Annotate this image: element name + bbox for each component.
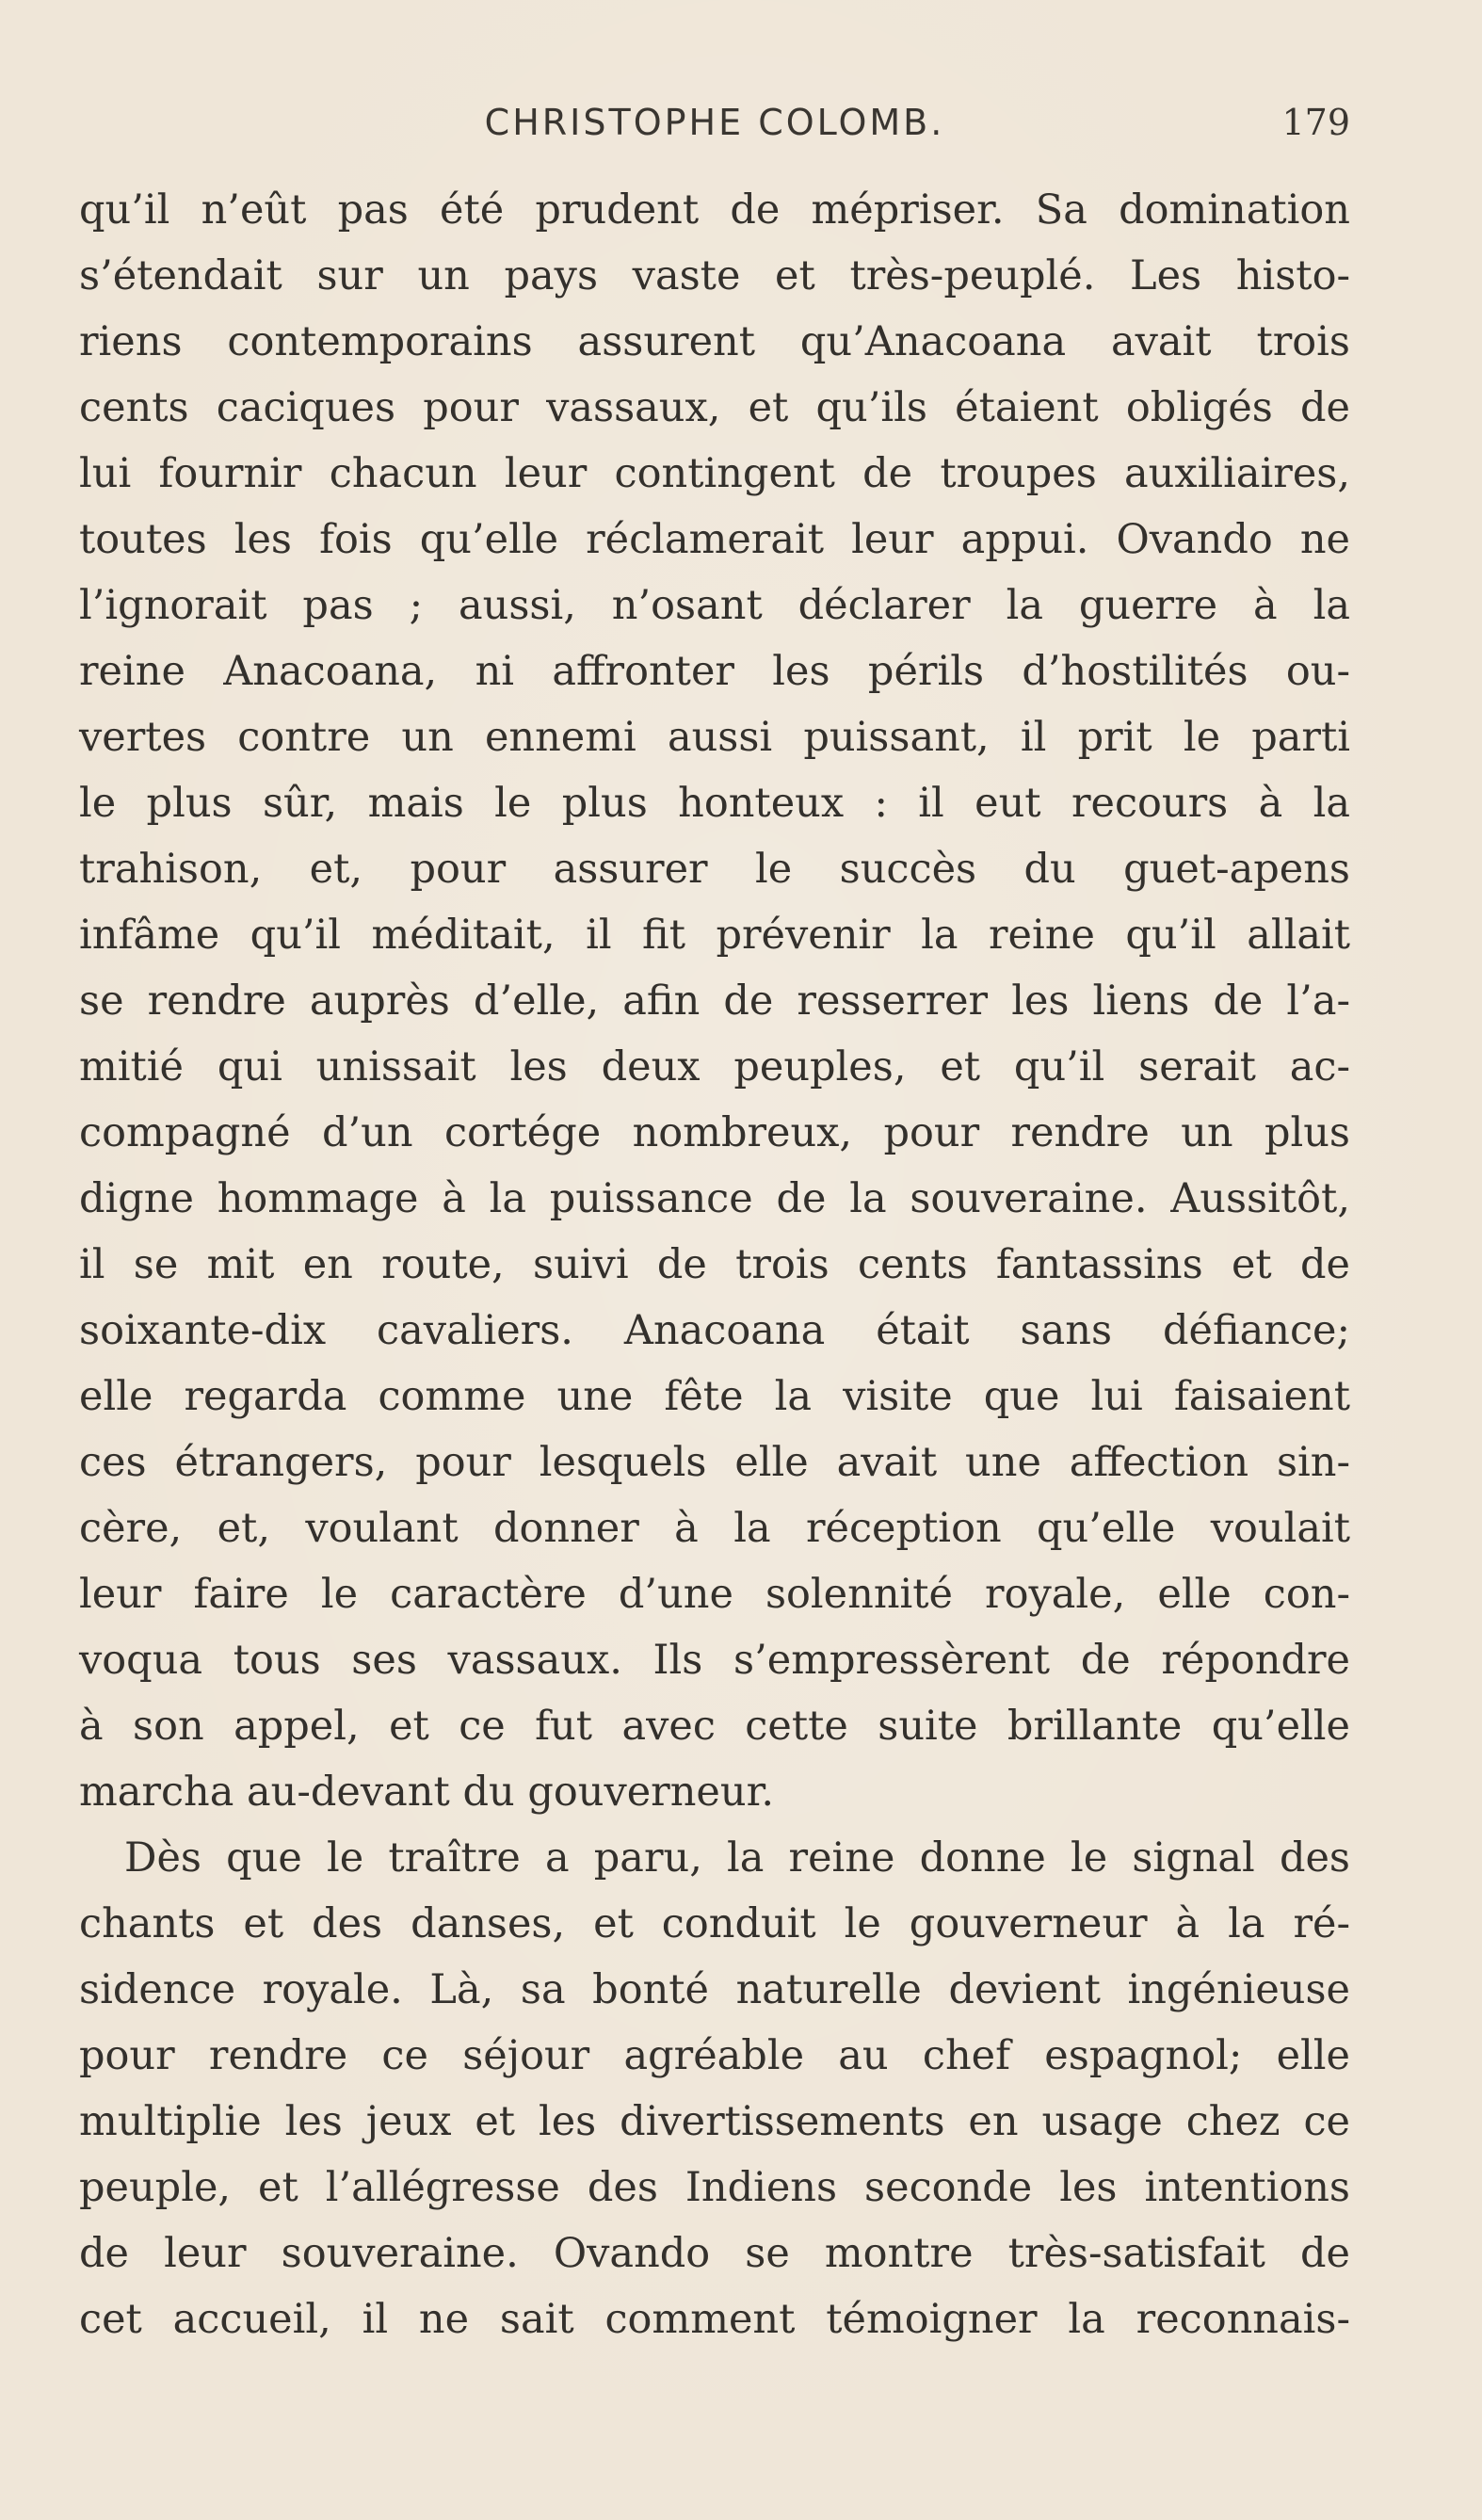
text-line: trahison, et, pour assurer le succès du guet-apens (79, 846, 1350, 893)
text-line: de leur souveraine. Ovando se montre très-satisfait de (79, 2230, 1350, 2277)
text-line: lui fournir chacun leur contingent de troupes auxiliaires, (79, 450, 1350, 497)
text-line: compagné d’un cortége nombreux, pour rendre un plus (79, 1109, 1350, 1156)
text-line: ces étrangers, pour lesquels elle avait une affection sin- (79, 1439, 1350, 1486)
text-line: cère, et, voulant donner à la réception qu’elle voulait (79, 1505, 1350, 1552)
text-line: vertes contre un ennemi aussi puissant, il prit le parti (79, 714, 1350, 761)
text-line: s’étendait sur un pays vaste et très-peuplé. Les histo- (79, 252, 1350, 299)
text-line: le plus sûr, mais le plus honteux : il eut recours à la (79, 780, 1350, 827)
text-line: cents caciques pour vassaux, et qu’ils étaient obligés de (79, 384, 1350, 431)
text-line: elle regarda comme une fête la visite que lui faisaient (79, 1373, 1350, 1420)
running-head (79, 102, 1350, 158)
text-line: toutes les fois qu’elle réclamerait leur appui. Ovando ne (79, 516, 1350, 563)
text-line: se rendre auprès d’elle, afin de resserrer les liens de l’a- (79, 977, 1350, 1025)
text-line: leur faire le caractère d’une solennité royale, elle con- (79, 1571, 1350, 1618)
text-line: pour rendre ce séjour agréable au chef espagnol; elle (79, 2032, 1350, 2079)
paragraph-start-line: Dès que le traître a paru, la reine donne le signal des (124, 1834, 1350, 1882)
text-line: peuple, et l’allégresse des Indiens seconde les intentions (79, 2164, 1350, 2211)
text-line: digne hommage à la puissance de la souveraine. Aussitôt, (79, 1175, 1350, 1222)
text-line: voqua tous ses vassaux. Ils s’empressèrent de répondre (79, 1637, 1350, 1684)
text-line: chants et des danses, et conduit le gouverneur à la ré- (79, 1900, 1350, 1947)
page-number: 179 (1281, 102, 1350, 143)
text-line: soixante-dix cavaliers. Anacoana était sans défiance; (79, 1307, 1350, 1354)
text-line: reine Anacoana, ni affronter les périls d’hostilités ou- (79, 648, 1350, 695)
text-line: infâme qu’il méditait, il fit prévenir la reine qu’il allait (79, 912, 1350, 959)
paragraph-end-line: marcha au-devant du gouverneur. (79, 1769, 775, 1816)
text-line: sidence royale. Là, sa bonté naturelle devient ingénieuse (79, 1966, 1350, 2013)
running-title: CHRISTOPHE COLOMB. (484, 102, 945, 143)
text-line: qu’il n’eût pas été prudent de mépriser. Sa domination (79, 186, 1350, 234)
text-line: mitié qui unissait les deux peuples, et qu’il serait ac- (79, 1043, 1350, 1090)
text-line: à son appel, et ce fut avec cette suite brillante qu’elle (79, 1703, 1350, 1750)
text-line: multiplie les jeux et les divertissements en usage chez ce (79, 2098, 1350, 2145)
text-line: cet accueil, il ne sait comment témoigner la reconnais- (79, 2296, 1350, 2343)
text-line: riens contemporains assurent qu’Anacoana avait trois (79, 318, 1350, 365)
text-line: l’ignorait pas ; aussi, n’osant déclarer la guerre à la (79, 582, 1350, 629)
body-text (79, 177, 1350, 2352)
text-line: il se mit en route, suivi de trois cents fantassins et de (79, 1241, 1350, 1288)
